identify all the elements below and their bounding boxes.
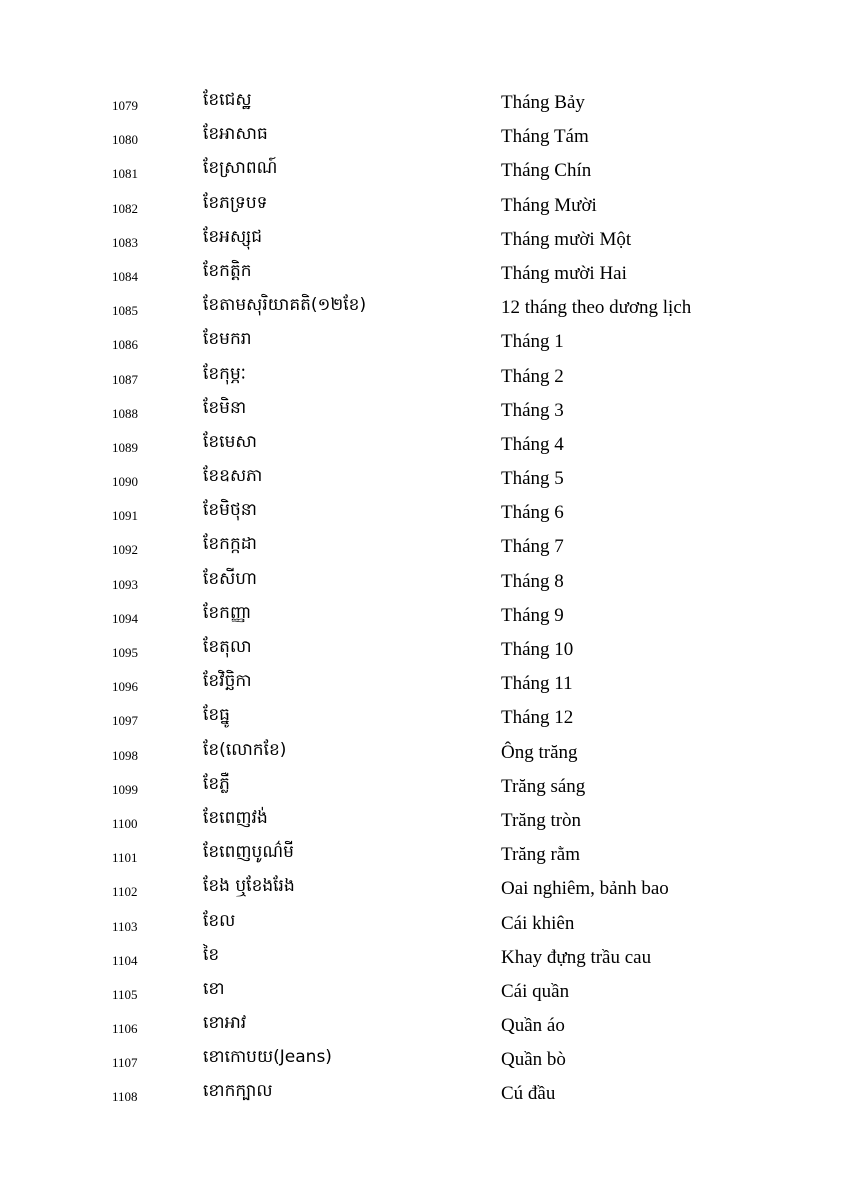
list-item: [0, 565, 848, 599]
vietnamese-translation: Tháng mười Hai: [501, 262, 627, 284]
entry-number: 1087: [112, 371, 138, 387]
entry-number: 1104: [112, 952, 138, 968]
vietnamese-translation: Trăng rằm: [501, 844, 580, 866]
entry-number: 1079: [112, 98, 138, 113]
khmer-term: ខែមិនា: [203, 397, 247, 418]
list-item: [0, 360, 848, 394]
vietnamese-translation: Cái khiên: [501, 912, 575, 934]
khmer-term: ខែកុម្ភៈ: [203, 363, 246, 384]
entry-number: 1097: [112, 713, 138, 729]
khmer-term: ខែមករា: [203, 329, 252, 350]
vietnamese-translation: Tháng Bảy: [501, 92, 585, 113]
khmer-term: ខែមិថុនា: [203, 500, 257, 521]
list-item: [0, 804, 848, 838]
entry-number: 1082: [112, 200, 138, 216]
list-item: [0, 496, 848, 530]
khmer-term: ខោ: [203, 978, 225, 999]
vietnamese-translation: Cú đầu: [501, 1083, 556, 1105]
khmer-term: ខែភទ្របទ: [203, 192, 268, 213]
entry-number: 1090: [112, 474, 138, 490]
vietnamese-translation: Tháng 9: [501, 604, 564, 626]
vietnamese-translation: 12 tháng theo dương lịch: [501, 297, 692, 319]
entry-number: 1106: [112, 1021, 138, 1037]
list-item: [0, 86, 848, 120]
khmer-term: ខែពេញបូណ៌មី: [203, 842, 294, 863]
entry-number: 1086: [112, 337, 138, 353]
vietnamese-translation: Tháng Mười: [501, 194, 597, 216]
vietnamese-translation: Tháng 8: [501, 570, 564, 592]
vietnamese-translation: Tháng 4: [501, 433, 564, 455]
khmer-term: ខែអាសាធ: [203, 124, 268, 145]
khmer-term: ខែមេសា: [203, 431, 257, 452]
khmer-term: ខែសីហា: [203, 568, 257, 589]
list-item: [0, 428, 848, 462]
entry-number: 1096: [112, 679, 138, 695]
list-item: [0, 838, 848, 872]
entry-number: 1105: [112, 986, 138, 1002]
entry-number: 1098: [112, 747, 138, 763]
vietnamese-translation: Tháng 5: [501, 468, 564, 490]
list-item: [0, 941, 848, 975]
khmer-term: ខែឧសភា: [203, 466, 263, 487]
vietnamese-translation: Tháng 7: [501, 536, 564, 558]
vietnamese-translation: Tháng mười Một: [501, 228, 632, 250]
list-item: [0, 701, 848, 735]
khmer-term: ខែភ្លឺ: [203, 773, 230, 794]
khmer-term: ខែស្រាពណ៍: [203, 158, 278, 179]
entry-number: 1089: [112, 439, 138, 455]
vietnamese-translation: Trăng tròn: [501, 809, 582, 831]
list-item: [0, 975, 848, 1009]
khmer-term: ខែល: [203, 910, 236, 931]
list-item: [0, 633, 848, 667]
entry-number: 1108: [112, 1089, 138, 1105]
entry-number: 1084: [112, 268, 138, 284]
entry-number: 1102: [112, 884, 138, 900]
entry-number: 1099: [112, 781, 138, 797]
entry-number: 1101: [112, 850, 138, 866]
entry-number: 1107: [112, 1055, 138, 1071]
entry-number: 1092: [112, 542, 138, 558]
khmer-term: ខែង ឬខែងរែង: [203, 876, 295, 897]
khmer-term: ខែធ្នូ: [203, 705, 230, 726]
entry-number: 1100: [112, 815, 138, 831]
khmer-term: ខែវិច្ឆិកា: [203, 671, 252, 692]
khmer-term: ខែអស្សុជ: [203, 226, 263, 247]
list-item: [0, 736, 848, 770]
entry-number: 1081: [112, 166, 138, 182]
list-item: [0, 872, 848, 906]
vietnamese-translation: Ông trăng: [501, 741, 578, 763]
entry-number: 1085: [112, 303, 138, 319]
list-item: [0, 291, 848, 325]
vietnamese-translation: Tháng 6: [501, 502, 564, 524]
vietnamese-translation: Tháng 11: [501, 673, 573, 695]
vietnamese-translation: Quần bò: [501, 1049, 566, 1071]
entry-number: 1095: [112, 645, 138, 660]
vietnamese-translation: Trăng sáng: [501, 775, 586, 797]
vocabulary-list: [0, 86, 848, 1112]
list-item: [0, 462, 848, 496]
vietnamese-translation: Cái quần: [501, 980, 570, 1002]
khmer-term: ខែកក្កដា: [203, 534, 257, 555]
khmer-term: ខៃ: [203, 944, 220, 965]
list-item: [0, 770, 848, 804]
khmer-term: ខែ(លោកខែ): [203, 739, 287, 760]
list-item: [0, 257, 848, 291]
khmer-term: ខែកត្តិក: [203, 260, 252, 281]
entry-number: 1091: [112, 508, 138, 524]
vietnamese-translation: Tháng 12: [501, 707, 574, 729]
khmer-term: ខោកក្បាល: [203, 1081, 273, 1102]
list-item: [0, 154, 848, 188]
entry-number: 1093: [112, 576, 138, 592]
vietnamese-translation: Tháng 2: [501, 365, 564, 387]
vietnamese-translation: Tháng 3: [501, 399, 564, 421]
vietnamese-translation: Oai nghiêm, bảnh bao: [501, 878, 669, 900]
khmer-term: ខែពេញវង់: [203, 807, 268, 828]
entry-number: 1083: [112, 234, 138, 250]
list-item: [0, 530, 848, 564]
entry-number: 1088: [112, 405, 138, 421]
khmer-term: ខែតុលា: [203, 637, 252, 657]
list-item: [0, 120, 848, 154]
entry-number: 1094: [112, 610, 138, 626]
vietnamese-translation: Tháng 10: [501, 639, 574, 660]
list-item: [0, 907, 848, 941]
khmer-term: ខោអាវ: [203, 1013, 247, 1034]
list-item: [0, 394, 848, 428]
khmer-term: ខែជេស្ឋ: [203, 90, 252, 110]
list-item: [0, 325, 848, 359]
khmer-term: ខែកញ្ញា: [203, 602, 252, 623]
list-item: [0, 1043, 848, 1077]
entry-number: 1080: [112, 132, 138, 148]
vietnamese-translation: Tháng 1: [501, 331, 564, 353]
vietnamese-translation: Khay đựng trầu cau: [501, 946, 652, 968]
list-item: [0, 667, 848, 701]
list-item: [0, 223, 848, 257]
khmer-term: ខែតាមសុរិយាគតិ(១២ខែ): [203, 295, 367, 316]
vietnamese-translation: Quần áo: [501, 1015, 565, 1037]
entry-number: 1103: [112, 918, 138, 934]
list-item: [0, 1009, 848, 1043]
khmer-term: ខោកោបយ(Jeans): [203, 1047, 332, 1068]
list-item: [0, 599, 848, 633]
list-item: [0, 189, 848, 223]
list-item: [0, 1077, 848, 1111]
vietnamese-translation: Tháng Tám: [501, 126, 589, 148]
vietnamese-translation: Tháng Chín: [501, 160, 592, 182]
